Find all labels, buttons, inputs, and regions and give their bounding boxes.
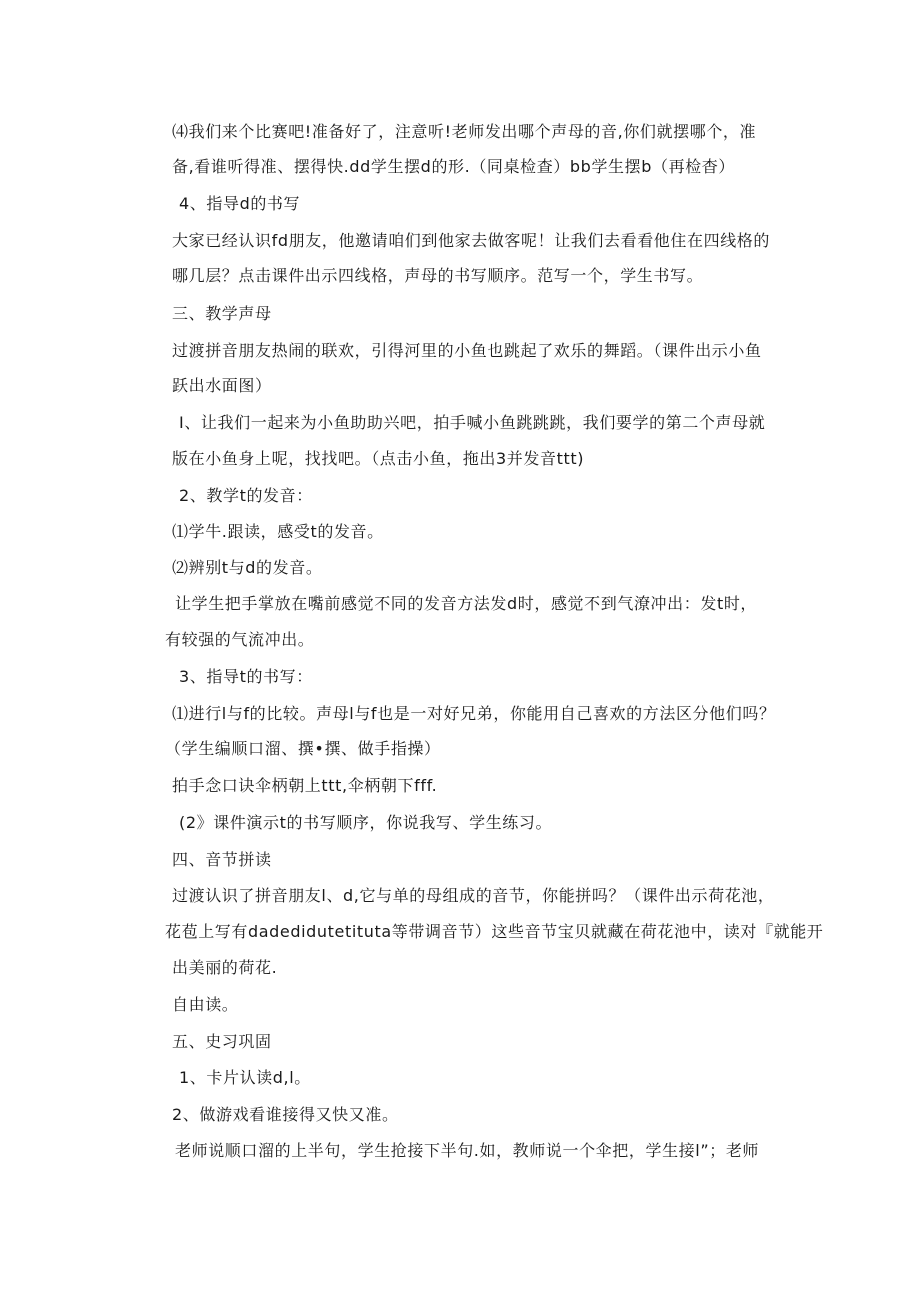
paragraph-line: ⑷我们来个比赛吧!准备好了，注意听!老师发出哪个声母的音,你们就摆哪个，准 — [172, 122, 757, 141]
paragraph-line: ⑴学牛.跟读，感受t的发音。 — [172, 522, 384, 541]
paragraph-line: （学生编顺口溜、撰•撰、做手指操） — [165, 739, 441, 758]
paragraph-line: 备,看谁听得准、摆得快.dd学生摆d的形.（同桌检查）bb学生摆b（再检杳） — [172, 157, 735, 176]
paragraph-line: 自由读。 — [172, 995, 239, 1014]
paragraph-line: 哪几层？点击课件出示四线格，声母的书写顺序。范写一个，学生书写。 — [172, 266, 704, 285]
paragraph-line: I、让我们一起来为小鱼助助兴吧，拍手喊小鱼跳跳跳，我们要学的第二个声母就 — [179, 413, 766, 432]
paragraph-line: (2》课件演示t的书写顺序，你说我写、学生练习。 — [179, 813, 553, 832]
paragraph-line: 拍手念口诀伞柄朝上ttt,伞柄朝下fff. — [172, 776, 438, 795]
paragraph-line: 有较强的气流冲出。 — [165, 630, 315, 649]
section-heading: 2、教学t的发音： — [179, 486, 313, 505]
paragraph-line: 老师说顺口溜的上半句，学生抢接下半句.如，教师说一个伞把，学生接l”；老师 — [175, 1141, 760, 1160]
paragraph-line: 过渡拼音朋友热闹的联欢，引得河里的小鱼也跳起了欢乐的舞蹈。（课件出示小鱼 — [172, 341, 762, 360]
paragraph-line: 1、卡片认读d,l。 — [179, 1068, 311, 1087]
paragraph-line: 跃出水面图） — [172, 376, 272, 395]
paragraph-line: 出美丽的荷花. — [172, 958, 278, 977]
section-heading: 4、指导d的书写 — [179, 194, 301, 213]
section-heading: 四、音节拼读 — [172, 850, 272, 869]
paragraph-line: 版在小鱼身上呢，找找吧。（点击小鱼，拖出3并发音ttt) — [172, 449, 585, 468]
paragraph-line: ⑵辨别t与d的发音。 — [172, 558, 323, 577]
paragraph-line: 花苞上写有dadedidutetituta等带调音节）这些音节宝贝就藏在荷花池中，读对『就能开 — [165, 922, 824, 941]
section-heading: 3、指导t的书写： — [179, 667, 313, 686]
paragraph-line: 让学生把手掌放在嘴前感觉不同的发音方法发d时，感觉不到气潦冲出：发t时， — [175, 594, 758, 613]
section-heading: 三、教学声母 — [172, 304, 272, 323]
paragraph-line: ⑴进行l与f的比较。声母l与f也是一对好兄弟，你能用自己喜欢的方法区分他们吗？ — [172, 704, 776, 723]
paragraph-line: 大家已经认识fd朋友，他邀请咱们到他家去做客呢！让我们去看看他住在四线格的 — [172, 231, 770, 250]
paragraph-line: 过渡认识了拼音朋友l、d,它与单的母组成的音节，你能拼吗？（课件出示荷花池， — [172, 886, 775, 905]
paragraph-line: 2、做游戏看谁接得又快又准。 — [172, 1105, 399, 1124]
section-heading: 五、史习巩固 — [172, 1032, 272, 1051]
